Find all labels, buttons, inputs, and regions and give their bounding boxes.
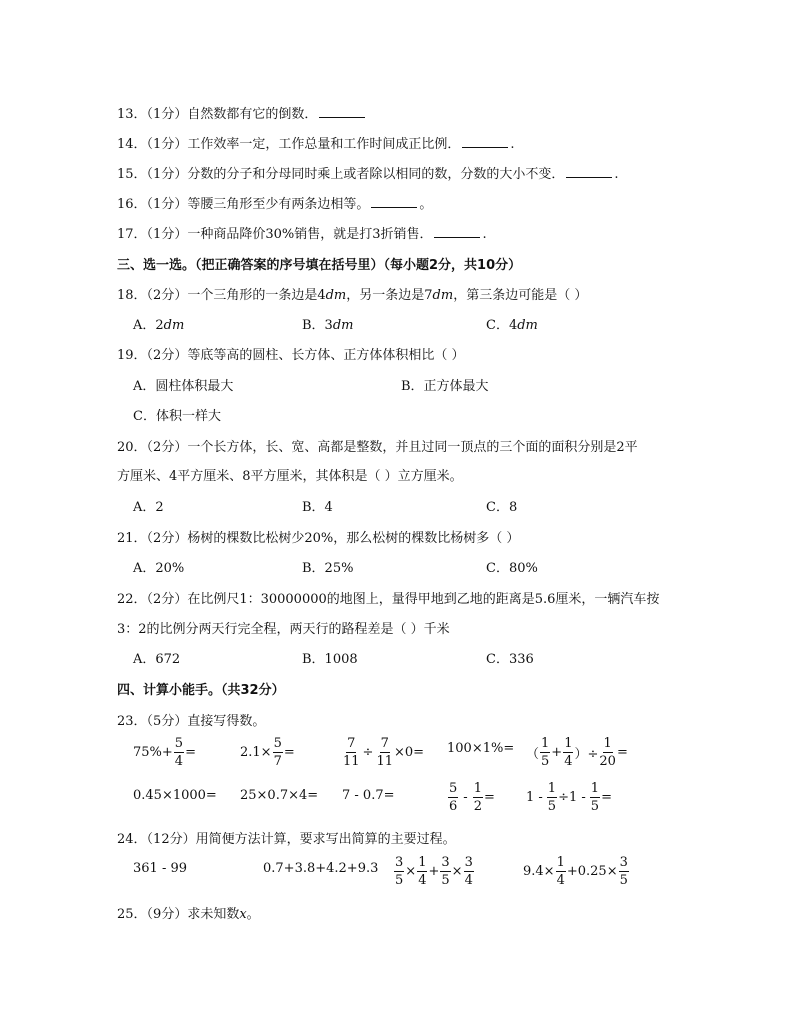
answer-blank[interactable] — [319, 105, 365, 118]
fraction: $\frac{1}{5}$ — [547, 781, 557, 814]
answer-blank[interactable] — [462, 135, 508, 148]
question-23: 23．（5分）直接写得数。 — [117, 714, 266, 729]
q20-option-a[interactable]: A．2 — [133, 500, 164, 515]
fraction: $\frac{5}{6}$ — [449, 781, 458, 814]
fraction: $\frac{1}{5}$ — [590, 781, 600, 814]
q20-option-c[interactable]: C．8 — [486, 500, 518, 515]
section-4-heading: 四、计算小能手。（共32分） — [117, 683, 285, 698]
fraction: $\frac{1}{4}$ — [418, 855, 427, 888]
fraction: $\frac{1}{20}$ — [599, 736, 616, 769]
q23-expr-6: 0.45×1000= — [133, 788, 217, 803]
fraction: $\frac{7}{11}$ — [343, 736, 360, 769]
q18-option-a[interactable]: A．2dm — [133, 318, 185, 333]
q23-expr-10: 1 - $\frac{1}{5}$ ÷1 - $\frac{1}{5}$ = — [526, 781, 612, 814]
question-17: 17．（1分）一种商品降价30%销售，就是打3折销售． . — [117, 227, 487, 242]
fraction: $\frac{5}{7}$ — [273, 736, 282, 769]
q22-option-b[interactable]: B．1008 — [302, 652, 358, 667]
fraction: $\frac{1}{2}$ — [473, 781, 482, 814]
q23-expr-7: 25×0.7×4= — [240, 788, 319, 803]
question-16: 16．（1分）等腰三角形至少有两条边相等。 。 — [117, 197, 433, 212]
question-20-line-1: 20．（2分）一个长方体，长、宽、高都是整数，并且过同一顶点的三个面的面积分别是2平 — [117, 440, 638, 455]
question-14: 14．（1分）工作效率一定，工作总量和工作时间成正比例． . — [117, 137, 515, 152]
question-24: 24．（12分）用简便方法计算，要求写出简算的主要过程。 — [117, 832, 456, 847]
answer-blank[interactable] — [371, 195, 417, 208]
question-18: 18．（2分）一个三角形的一条边是4dm，另一条边是7dm，第三条边可能是（ ） — [117, 288, 588, 303]
answer-blank[interactable] — [566, 165, 612, 178]
question-15: 15．（1分）分数的分子和分母同时乘上或者除以相同的数，分数的大小不变． . — [117, 167, 619, 182]
q21-option-c[interactable]: C．80% — [486, 561, 538, 576]
q23-expr-9: $\frac{5}{6}$ - $\frac{1}{2}$ = — [449, 781, 495, 814]
q19-option-b[interactable]: B．正方体最大 — [401, 379, 489, 394]
fraction: $\frac{3}{5}$ — [395, 855, 404, 888]
q23-expr-1: 75%+ $\frac{5}{4}$ = — [133, 736, 196, 769]
fraction: $\frac{3}{5}$ — [441, 855, 450, 888]
fraction: $\frac{7}{11}$ — [376, 736, 393, 769]
q24-expr-1: 361 - 99 — [133, 861, 188, 876]
question-25: 25．（9分）求未知数x。 — [117, 907, 260, 922]
q18-option-c[interactable]: C．4dm — [486, 318, 538, 333]
question-22-line-1: 22．（2分）在比例尺1：30000000的地图上，量得甲地到乙地的距离是5.6厘米，一辆汽车按 — [117, 592, 660, 607]
fraction: $\frac{1}{4}$ — [556, 855, 565, 888]
q23-expr-4: 100×1%= — [447, 741, 515, 756]
q24-expr-4: 9.4× $\frac{1}{4}$ +0.25× $\frac{3}{5}$ — [523, 855, 628, 888]
q22-option-c[interactable]: C．336 — [486, 652, 534, 667]
q23-expr-8: 7 - 0.7= — [342, 788, 395, 803]
question-21: 21．（2分）杨树的棵数比松树少20%，那么松树的棵数比杨树多（ ） — [117, 531, 520, 546]
fraction: $\frac{1}{5}$ — [541, 736, 550, 769]
q21-option-a[interactable]: A．20% — [133, 561, 185, 576]
q23-expr-5: （ $\frac{1}{5}$ + $\frac{1}{4}$ ）÷ $\frac{1}{20}$ = — [526, 736, 628, 769]
q23-expr-2: 2.1× $\frac{5}{7}$ = — [240, 736, 295, 769]
q24-expr-2: 0.7+3.8+4.2+9.3 — [263, 861, 379, 876]
fraction: $\frac{1}{4}$ — [564, 736, 573, 769]
q18-option-b[interactable]: B．3dm — [302, 318, 354, 333]
q22-option-a[interactable]: A．672 — [133, 652, 181, 667]
fraction: $\frac{5}{4}$ — [174, 736, 184, 769]
answer-blank[interactable] — [434, 225, 480, 238]
q20-option-b[interactable]: B．4 — [302, 500, 333, 515]
q23-expr-3: $\frac{7}{11}$ ÷ $\frac{7}{11}$ ×0= — [343, 736, 425, 769]
question-20-line-2: 方厘米、4平方厘米、8平方厘米，其体积是（ ）立方厘米。 — [117, 469, 463, 484]
fraction: $\frac{3}{4}$ — [464, 855, 473, 888]
q19-option-c[interactable]: C．体积一样大 — [133, 409, 221, 424]
section-3-heading: 三、选一选。（把正确答案的序号填在括号里）（每小题2分，共10分） — [117, 258, 522, 273]
question-22-line-2: 3：2的比例分两天行完全程，两天行的路程差是（ ）千米 — [117, 622, 450, 637]
q21-option-b[interactable]: B．25% — [302, 561, 354, 576]
question-19: 19．（2分）等底等高的圆柱、长方体、正方体体积相比（ ） — [117, 348, 465, 363]
question-13: 13．（1分）自然数都有它的倒数． — [117, 103, 367, 122]
fraction: $\frac{3}{5}$ — [619, 855, 628, 888]
q24-expr-3: $\frac{3}{5}$ × $\frac{1}{4}$ + $\frac{3}{5}$ × $\frac{3}{4}$ — [395, 855, 473, 888]
q19-option-a[interactable]: A．圆柱体积最大 — [133, 379, 234, 394]
